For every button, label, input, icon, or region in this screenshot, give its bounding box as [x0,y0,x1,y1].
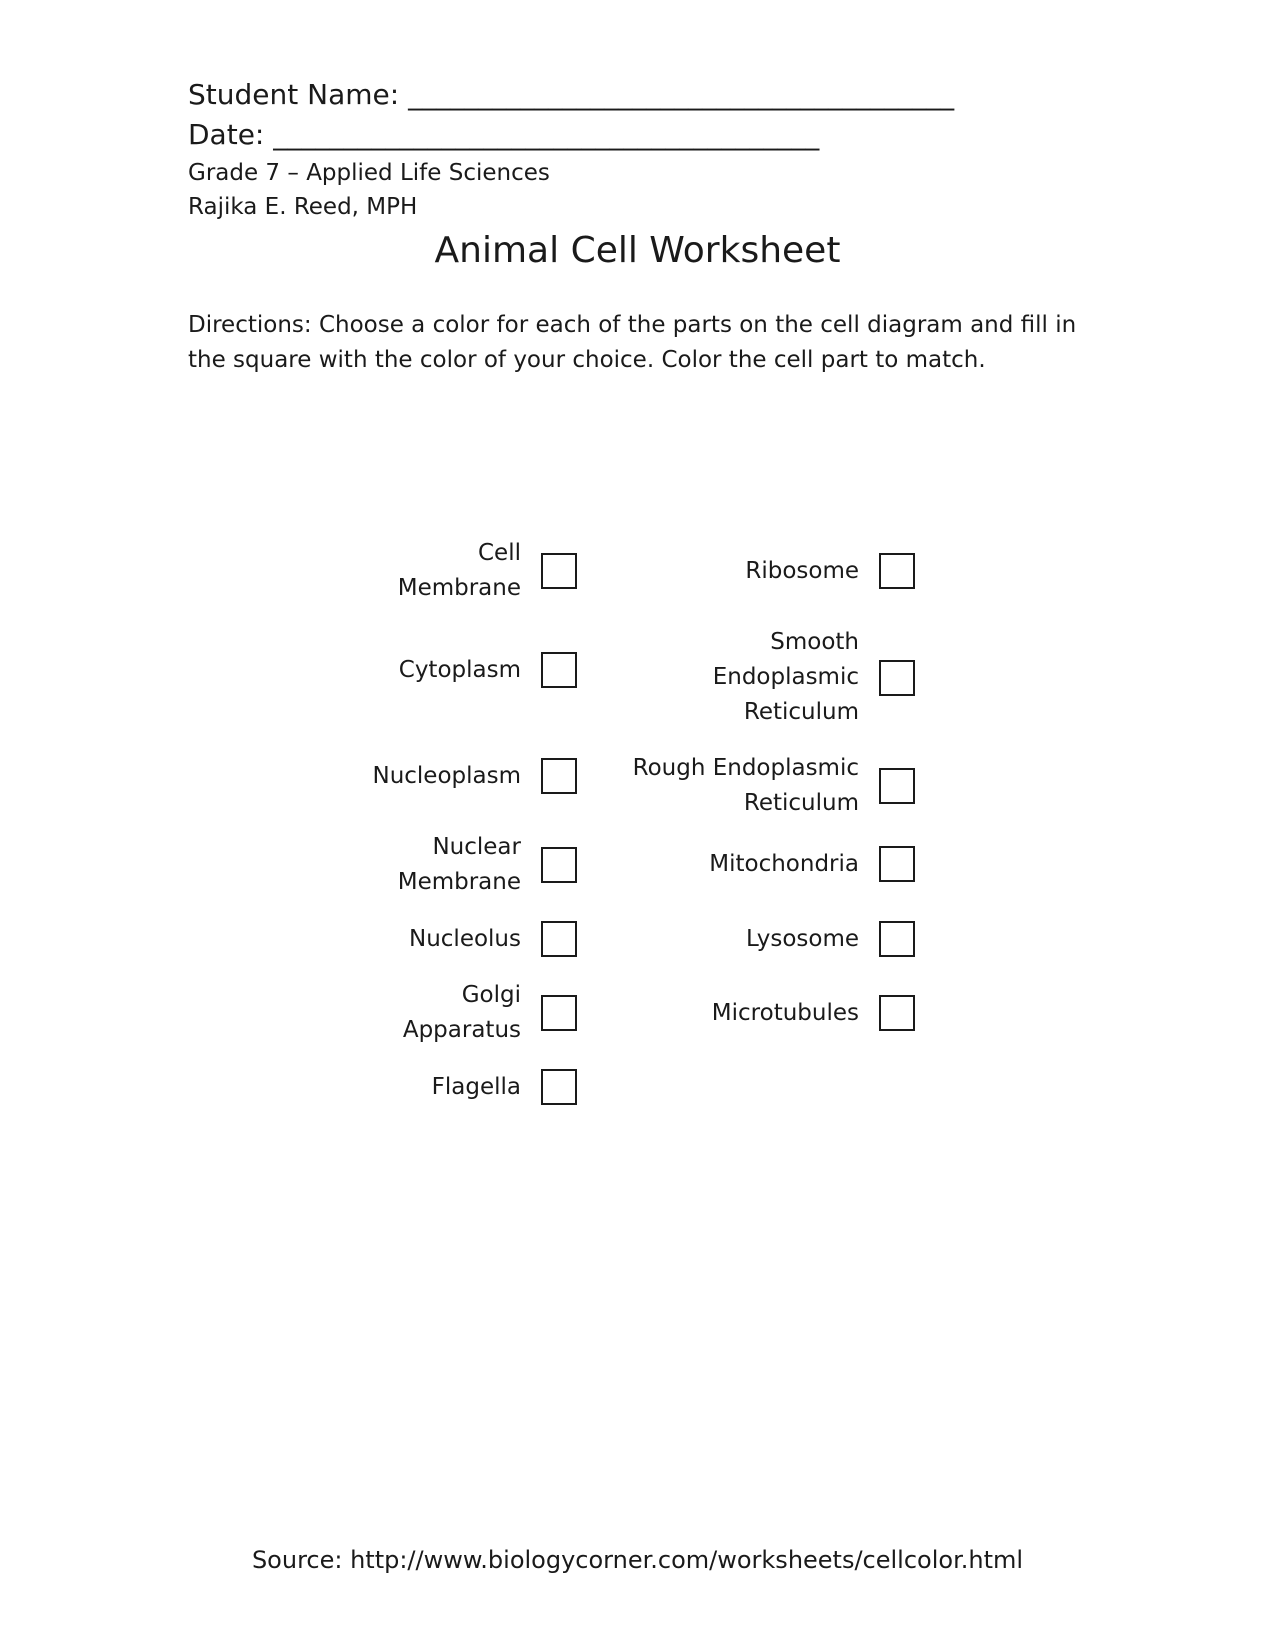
legend-label: Nucleoplasm [372,762,521,789]
color-box[interactable] [879,768,915,804]
legend-label: Flagella [431,1073,521,1100]
legend-item-ribosome [745,553,915,589]
legend-item-microtubules [712,995,915,1031]
legend-item-golgi-apparatus [381,978,577,1048]
legend-item-flagella [432,1069,577,1105]
legend-item-cytoplasm [399,652,577,688]
legend-label: Nuclear Membrane [397,834,521,895]
legend-item-cell-membrane [381,536,577,606]
legend-label: Mitochondria [709,850,859,877]
color-box[interactable] [541,652,577,688]
color-box[interactable] [879,553,915,589]
legend-item-nuclear-membrane [381,830,577,900]
student-name-line[interactable]: Student Name: _______________________________________ [188,78,955,111]
author-line: Rajika E. Reed, MPH [188,194,418,220]
legend-label: Cell Membrane [397,540,521,601]
legend-item-nucleoplasm [372,758,577,794]
color-box[interactable] [879,995,915,1031]
color-box[interactable] [541,1069,577,1105]
legend-label: Rough Endoplasmic Reticulum [632,755,859,816]
legend-label: Golgi Apparatus [402,982,521,1043]
color-box[interactable] [879,921,915,957]
legend-label: Cytoplasm [398,656,521,683]
legend-item-rough-er [619,751,915,821]
legend-label: Smooth Endoplasmic Reticulum [712,629,859,725]
color-box[interactable] [541,758,577,794]
color-box[interactable] [541,995,577,1031]
legend-item-lysosome [746,921,915,957]
legend-label: Ribosome [745,557,859,584]
color-box[interactable] [879,660,915,696]
legend-label: Lysosome [746,925,859,952]
legend-label: Nucleolus [409,925,521,952]
directions-text: Directions: Choose a color for each of the parts on the cell diagram and fill in the square with the color of your choice. Color the cell part to match. [188,312,1077,373]
legend-item-smooth-er [709,625,915,730]
date-line[interactable]: Date: _______________________________________ [188,118,820,151]
page-title: Animal Cell Worksheet [434,230,841,271]
color-box[interactable] [541,553,577,589]
legend-label: Microtubules [711,999,859,1026]
color-box[interactable] [879,846,915,882]
color-box[interactable] [541,847,577,883]
legend-item-nucleolus [409,921,577,957]
color-box[interactable] [541,921,577,957]
source-line: Source: http://www.biologycorner.com/worksheets/cellcolor.html [251,1546,1024,1574]
grade-line: Grade 7 – Applied Life Sciences [188,160,550,186]
legend-item-mitochondria [709,846,915,882]
